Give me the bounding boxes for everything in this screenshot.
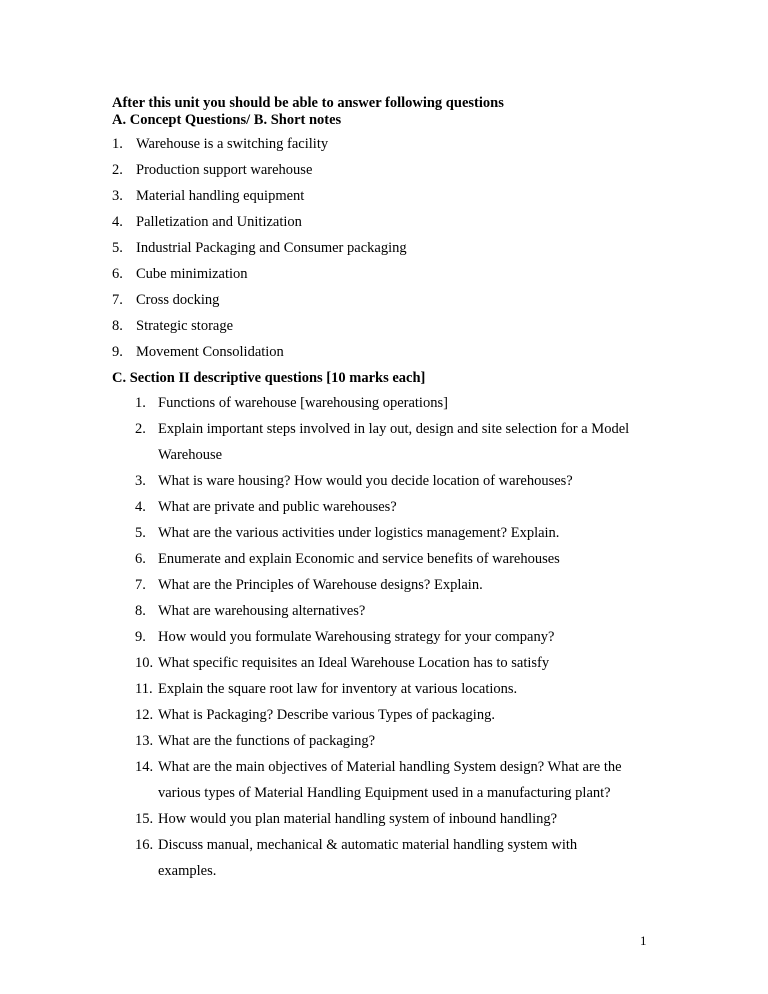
question-number: 5. [135, 525, 146, 541]
question-text-line: What are the main objectives of Material handling System design? What are the [158, 759, 622, 775]
question-text-line: What are the various activities under logistics management? Explain. [158, 525, 560, 541]
short-note-item: Material handling equipment [136, 188, 305, 204]
question-number: 3. [135, 473, 146, 489]
question-number: 12. [135, 707, 154, 723]
question-text-line: Functions of warehouse [warehousing operations] [158, 395, 448, 411]
short-note-item: Production support warehouse [136, 162, 313, 178]
question-number: 16. [135, 837, 154, 853]
short-note-number: 9. [112, 344, 123, 360]
question-text-line: How would you plan material handling system of inbound handling? [158, 811, 558, 827]
short-note-number: 1. [112, 136, 123, 152]
short-note-item: Warehouse is a switching facility [136, 136, 329, 152]
question-text-line: How would you formulate Warehousing strategy for your company? [158, 629, 555, 645]
question-number: 8. [135, 603, 146, 619]
question-number: 4. [135, 499, 146, 515]
question-number: 9. [135, 629, 146, 645]
question-number: 14. [135, 759, 154, 775]
question-number: 10. [135, 655, 154, 671]
question-text-line: What are warehousing alternatives? [158, 603, 366, 619]
question-number: 2. [135, 421, 146, 437]
short-note-item: Cross docking [136, 292, 220, 308]
short-note-number: 4. [112, 214, 123, 230]
question-number: 6. [135, 551, 146, 567]
short-note-number: 5. [112, 240, 123, 256]
question-text-line: various types of Material Handling Equipment used in a manufacturing plant? [158, 785, 611, 801]
question-number: 15. [135, 811, 154, 827]
question-text-line: Explain important steps involved in lay out, design and site selection for a Model [158, 421, 630, 437]
question-text-line: What is ware housing? How would you decide location of warehouses? [158, 473, 573, 489]
question-text-line: Enumerate and explain Economic and service benefits of warehouses [158, 551, 560, 567]
short-note-number: 3. [112, 188, 123, 204]
short-note-number: 6. [112, 266, 123, 282]
question-text-line: What are the Principles of Warehouse designs? Explain. [158, 577, 483, 593]
short-note-number: 8. [112, 318, 123, 334]
question-text-line: What are the functions of packaging? [158, 733, 376, 749]
question-text-line: What is Packaging? Describe various Types of packaging. [158, 707, 495, 723]
short-note-item: Industrial Packaging and Consumer packaging [136, 240, 407, 256]
short-note-item: Movement Consolidation [136, 344, 284, 360]
question-number: 13. [135, 733, 154, 749]
question-number: 11. [135, 681, 153, 697]
section-a-b-heading: A. Concept Questions/ B. Short notes [112, 112, 342, 128]
question-text-line: Warehouse [158, 447, 223, 463]
short-note-item: Palletization and Unitization [136, 214, 302, 230]
question-text-line: examples. [158, 863, 217, 879]
question-number: 7. [135, 577, 146, 593]
question-text-line: What are private and public warehouses? [158, 499, 397, 515]
short-note-item: Cube minimization [136, 266, 248, 282]
short-note-item: Strategic storage [136, 318, 234, 334]
question-number: 1. [135, 395, 146, 411]
question-text-line: What specific requisites an Ideal Warehouse Location has to satisfy [158, 655, 550, 671]
short-note-number: 2. [112, 162, 123, 178]
question-text-line: Discuss manual, mechanical & automatic material handling system with [158, 837, 578, 853]
page-heading: After this unit you should be able to answer following questions [112, 95, 504, 111]
short-note-number: 7. [112, 292, 123, 308]
question-text-line: Explain the square root law for inventory at various locations. [158, 681, 518, 697]
section-c-heading: C. Section II descriptive questions [10 marks each] [112, 370, 426, 386]
page-number: 1 [640, 933, 647, 948]
